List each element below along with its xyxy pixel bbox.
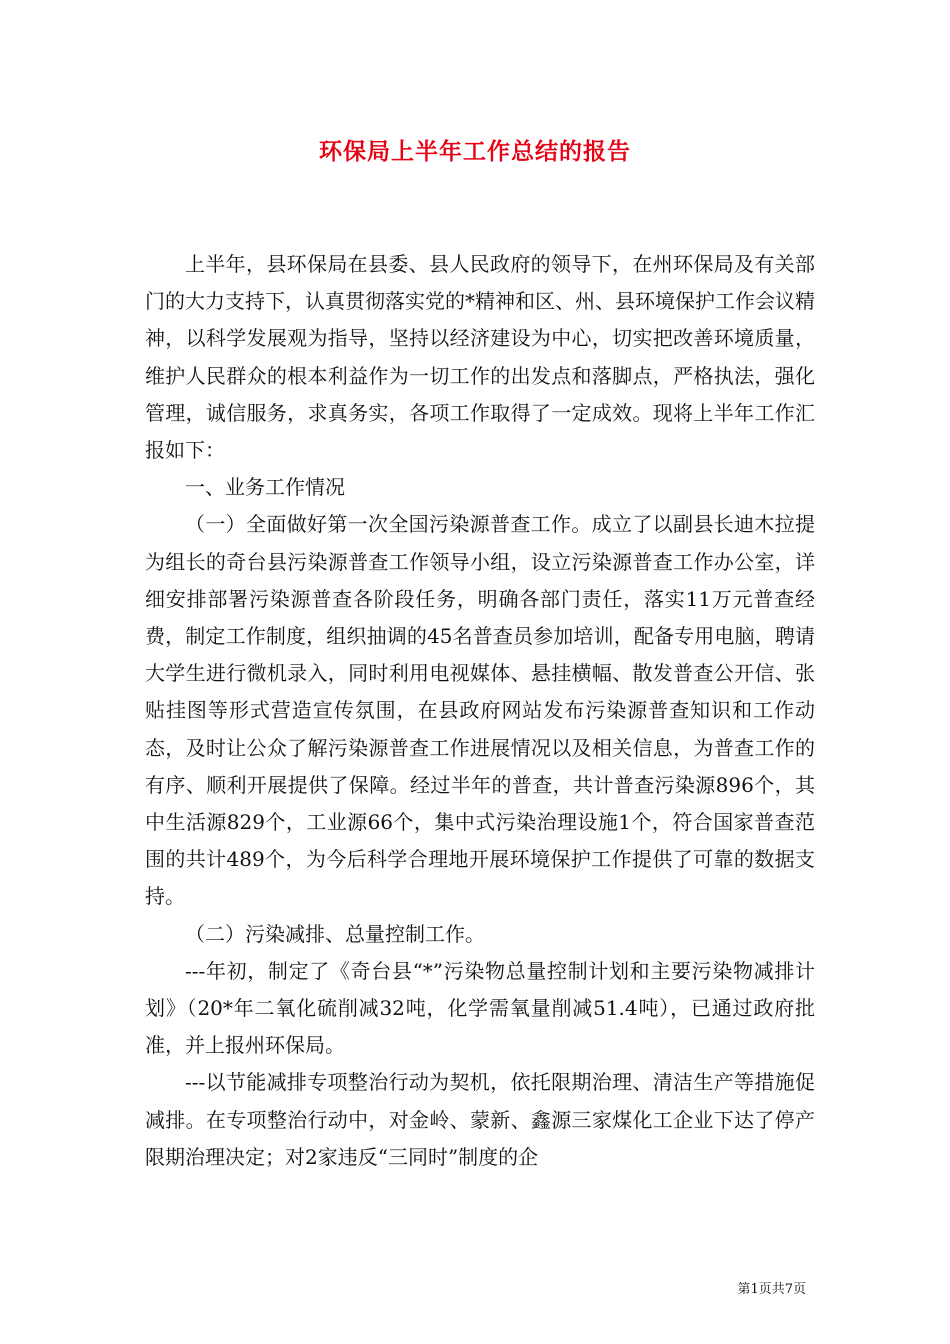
paragraph-energy-saving: ---以节能减排专项整治行动为契机，依托限期治理、清洁生产等措施促减排。在专项整治行动中，对金岭、蒙新、鑫源三家煤化工企业下达了停产限期治理决定；对2家违反“三同时”制度的企 (145, 1070, 815, 1169)
page-number-indicator: 第1页共7页 (737, 1282, 806, 1297)
paragraph-intro: 上半年，县环保局在县委、县人民政府的领导下，在州环保局及有关部门的大力支持下，认真贯彻落实党的*精神和区、州、县环境保护工作会议精神，以科学发展观为指导，坚持以经济建设为中心，切实把改善环境质量，维护人民群众的根本利益作为一切工作的出发点和落脚点，严格执法，强化管理，诚信服务，求真务实，各项工作取得了一定成效。现将上半年工作汇报如下： (145, 252, 815, 463)
document-title: 环保局上半年工作总结的报告 (319, 139, 631, 165)
paragraph-pollution-census: （一）全面做好第一次全国污染源普查工作。成立了以副县长迪木拉提为组长的奇台县污染源普查工作领导小组，设立污染源普查工作办公室，详细安排部署污染源普查各阶段任务，明确各部门责任，落实11万元普查经费，制定工作制度，组织抽调的45名普查员参加培训，配备专用电脑，聘请大学生进行微机录入，同时利用电视媒体、悬挂横幅、散发普查公开信、张贴挂图等形式营造宣传氛围，在县政府网站发布污染源普查知识和工作动态，及时让公众了解污染源普查工作进展情况以及相关信息，为普查工作的有序、顺利开展提供了保障。经过半年的普查，共计普查污染源896个，其中生活源829个，工业源66个，集中式污染治理设施1个，符合国家普查范围的共计489个，为今后科学合理地开展环境保护工作提供了可靠的数据支持。 (145, 512, 815, 909)
section-heading-business: 一、业务工作情况 (185, 475, 345, 500)
paragraph-annual-plan: ---年初，制定了《奇台县“*”污染物总量控制计划和主要污染物减排计划》（20*年二氧化硫削减32吨，化学需氧量削减51.4吨），已通过政府批准，并上报州环保局。 (145, 958, 815, 1058)
document-body (145, 246, 815, 1176)
subsection-heading-emission-reduction: （二）污染减排、总量控制工作。 (185, 921, 485, 946)
